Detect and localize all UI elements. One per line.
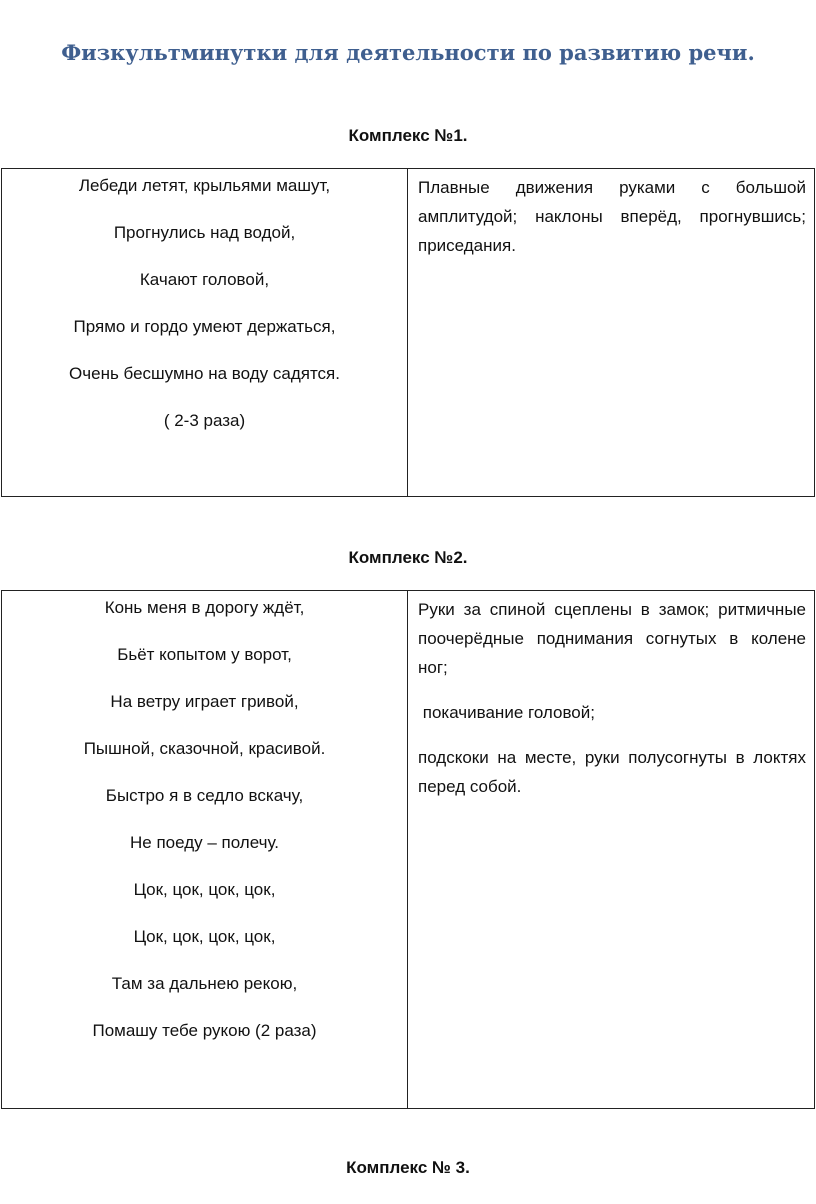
verse-line: Прогнулись над водой, [113, 223, 296, 242]
verse-line: Пышной, сказочной, красивой. [83, 739, 326, 758]
complex-1-movements [408, 169, 814, 496]
movement-text: Плавные движения руками с большой амплитудой; наклоны вперёд, прогнувшись; приседания. [418, 178, 806, 255]
movement-text: подскоки на месте, руки полусогнуты в локтях перед собой. [418, 748, 806, 796]
complex-2-verse [2, 591, 408, 1108]
verse-line: Очень бесшумно на воду садятся. [69, 364, 340, 383]
verse-line: Цок, цок, цок, цок, [133, 927, 276, 946]
verse-line: Помашу тебе рукою (2 раза) [92, 1021, 317, 1040]
complex-1-table [1, 168, 815, 497]
verse-line: Там за дальнею рекою, [111, 974, 298, 993]
verse-line: ( 2-3 раза) [163, 411, 246, 430]
verse-line: Цок, цок, цок, цок, [133, 880, 276, 899]
complex-1-verse [2, 169, 408, 496]
movement-text: Руки за спиной сцеплены в замок; ритмичные поочерёдные поднимания согнутых в колене ног; [418, 600, 806, 677]
complex-2-table [1, 590, 815, 1109]
complex-2-movements [408, 591, 814, 1108]
verse-line: Качают головой, [139, 270, 270, 289]
verse-line: Бьёт копытом у ворот, [117, 645, 292, 664]
movement-text: покачивание головой; [418, 703, 595, 722]
document-title: Физкультминутки для деятельности по развитию речи. [61, 40, 755, 65]
complex-3-heading: Комплекс № 3. [346, 1158, 470, 1177]
verse-line: На ветру играет гривой, [110, 692, 299, 711]
verse-line: Быстро я в седло вскачу, [105, 786, 304, 805]
complex-2-heading: Комплекс №2. [348, 548, 468, 567]
complex-1-heading: Комплекс №1. [348, 126, 468, 145]
verse-line: Лебеди летят, крыльями машут, [78, 176, 331, 195]
verse-line: Не поеду – полечу. [130, 833, 279, 852]
verse-line: Прямо и гордо умеют держаться, [73, 317, 336, 336]
verse-line: Конь меня в дорогу ждёт, [104, 598, 305, 617]
